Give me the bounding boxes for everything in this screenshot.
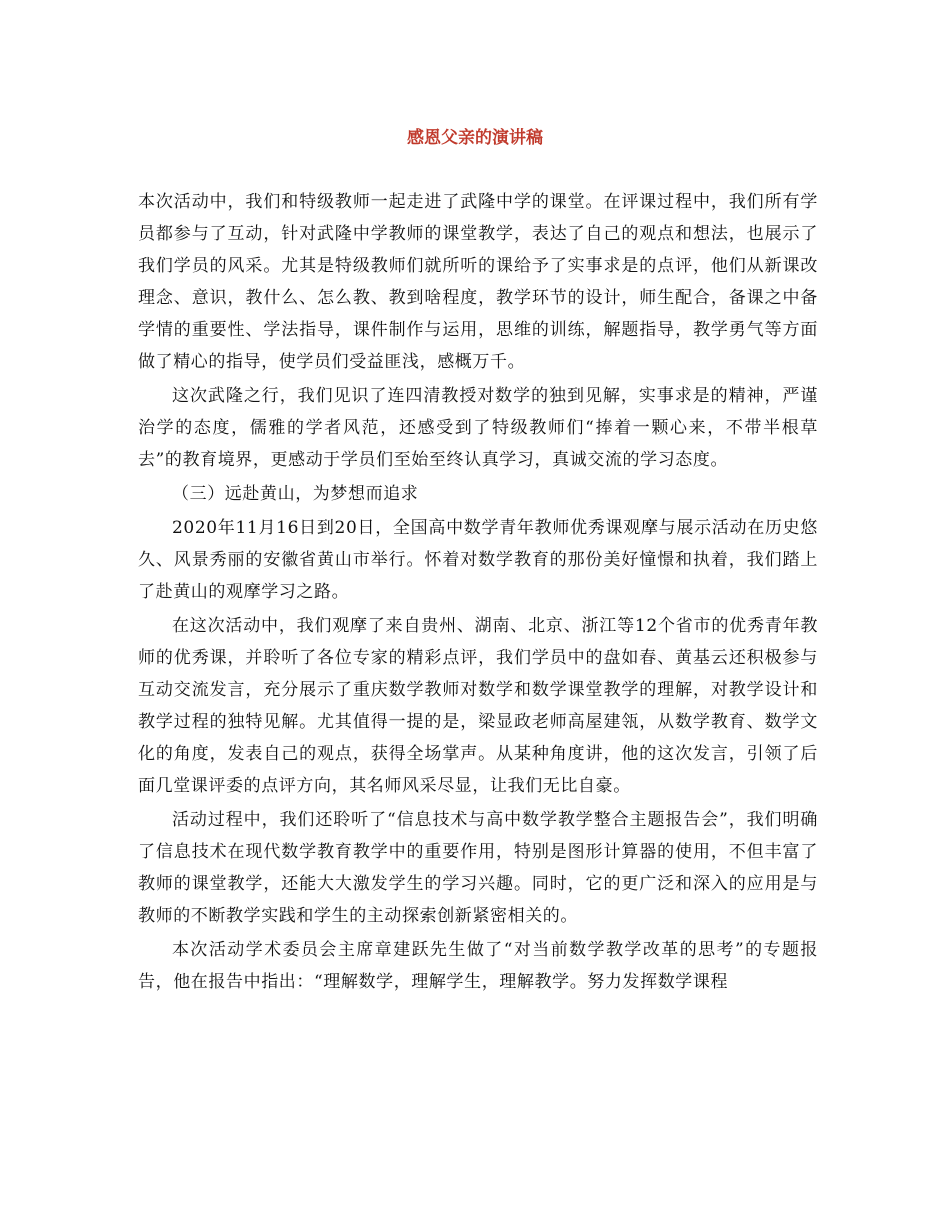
paragraph-2: 这次武隆之行，我们见识了连四清教授对数学的独到见解，实事求是的精神，严谨治学的态度，儒雅的学者风范，还感受到了特级教师们“捧着一颗心来，不带半根草去”的教育境界，更感动于学员们至始至终认真学习，真诚交流的学习态度。 xyxy=(138,386,818,470)
paragraph-1: 本次活动中，我们和特级教师一起走进了武隆中学的课堂。在评课过程中，我们所有学员都参与了互动，针对武隆中学教师的课堂教学，表达了自己的观点和想法，也展示了我们学员的风采。尤其是特级教师们就所听的课给予了实事求是的点评，他们从新课改理念、意识，教什么、怎么教、教到啥程度，教学环节的设计，师生配合，备课之中备学情的重要性、学法指导，课件制作与运用，思维的训练，解题指导，教学勇气等方面做了精心的指导，使学员们受益匪浅，感概万千。 xyxy=(138,192,818,372)
paragraph-4: 2020年11月16日到20日，全国高中数学青年教师优秀课观摩与展示活动在历史悠久、风景秀丽的安徽省黄山市举行。怀着对数学教育的那份美好憧憬和执着，我们踏上了赴黄山的观摩学习之路。 xyxy=(138,518,818,602)
section-heading-3: （三）远赴黄山，为梦想而追求 xyxy=(172,484,419,504)
paragraph-6: 活动过程中，我们还聆听了“信息技术与高中数学教学整合主题报告会”，我们明确了信息技术在现代数学教育教学中的重要作用，特别是图形计算器的使用，不但丰富了教师的课堂教学，还能大大激发学生的学习兴趣。同时，它的更广泛和深入的应用是与教师的不断教学实践和学生的主动探索创新紧密相关的。 xyxy=(138,810,818,926)
paragraph-7: 本次活动学术委员会主席章建跃先生做了“对当前数学教学改革的思考”的专题报告，他在报告中指出：“理解数学，理解学生，理解教学。努力发挥数学课程 xyxy=(138,940,818,992)
document-title: 感恩父亲的演讲稿 xyxy=(407,128,543,148)
paragraph-5: 在这次活动中，我们观摩了来自贵州、湖南、北京、浙江等12个省市的优秀青年教师的优秀课，并聆听了各位专家的精彩点评，我们学员中的盘如春、黄基云还积极参与互动交流发言，充分展示了重庆数学教师对数学和数学课堂教学的理解，对教学设计和教学过程的独特见解。尤其值得一提的是，梁显政老师高屋建瓴，从数学教育、数学文化的角度，发表自己的观点，获得全场掌声。从某种角度讲，他的这次发言，引领了后面几堂课评委的点评方向，其名师风采尽显，让我们无比自豪。 xyxy=(138,616,818,796)
document-body xyxy=(138,186,818,998)
